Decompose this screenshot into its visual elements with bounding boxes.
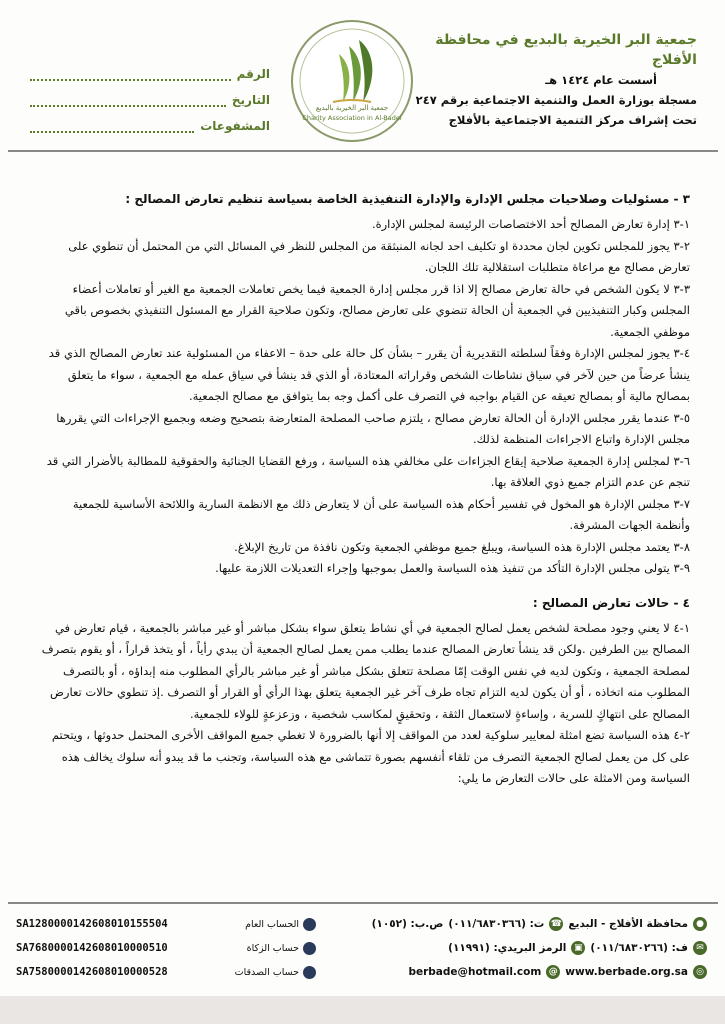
account-row — [16, 936, 316, 960]
contact-row-fax — [347, 936, 707, 960]
logo-arabic-text: جمعية البر الخيرية بالبديع — [315, 104, 389, 112]
section-3-item: ٨-٣ يعتمد مجلس الإدارة هذه السياسة، ويبلغ جميع موظفي الجمعية وتكون نافذة من تاريخ الإبلاغ. — [234, 539, 690, 554]
account-iban: SA7680000142608010000510 — [16, 942, 168, 954]
founded-text: أسست عام ١٤٢٤ هـ — [545, 73, 657, 87]
document-body — [40, 188, 690, 790]
reference-fields — [30, 55, 270, 133]
account-label-wrap — [247, 942, 316, 955]
phone-text: ت: (٠١١/٦٨٣٠٣٦٦) — [448, 918, 545, 930]
email-link[interactable]: berbade@hotmail.com — [408, 966, 542, 978]
account-label: حساب الزكاة — [246, 942, 299, 954]
section-4-item: ١-٤ لا يعني وجود مصلحة لشخص يعمل لصالح الجمعية في أي نشاط يتعلق سواء بشكل مباشر أو غير مباشر بالجمعية ، قيام تعارض في المصالح بين الطرفين .ولكن قد ينشأ تعارض المصالح عندما يطلب ممن يعمل لصالح الجمعية أن يبدي رأياً ، أو يتخذ قراراً ، أو يقوم بتصرف لمصلحة الجمعية ، وتكون لديه في نفس الوقت إمّا مصلحة تتعلق بشكل مباشر أو غير مباشر بالرأي المطلوب منه إبداؤه ، أو بالتصرف المطلوب منه اتخاذه ، أو أن يكون لديه التزام تجاه طرف آخر غير الجمعية يتعلق بهذا الرأي أو القرار أو التصرف .إذ تنطوي حالات تعارض المصالح على انتهاكٍ للسرية ، وإساءةٍ لاستعمال الثقة ، وتحقيقٍ لمكاسب شخصية ، وزعزعةٍ للولاء للجمعية. — [41, 620, 690, 721]
bank-icon — [303, 918, 316, 931]
account-row — [16, 912, 316, 936]
account-label-wrap — [235, 966, 316, 979]
section-3-item: ٩-٣ يتولى مجلس الإدارة التأكد من تنفيذ هذه السياسة والعمل بموجبها وإجراء التعديلات اللازمة عليها. — [215, 561, 690, 575]
bank-accounts — [16, 912, 316, 984]
org-logo — [291, 20, 413, 142]
ref-label: الرقم — [236, 67, 270, 81]
section-3-item: ٣-٣ لا يكون الشخص في حالة تعارض مصالح إلا اذا قرر مجلس إدارة الجمعية فيما يخص تعاملات الجمعية مع الغير أو تعاملات أعضاء المجلس وكبار التنفيذيين في الجمعية أن الحالة تنضوي على تعارض مصالح، وتكون صلاحية القرار مع المسئول التنفيذي بخصوص باقي موظفي الجمعية. — [64, 281, 690, 339]
pobox-text: ص.ب: (١٠٥٢) — [371, 918, 444, 930]
scan-bottom-margin — [0, 996, 725, 1024]
address-text: محافظة الأفلاج - البديع — [568, 918, 688, 930]
ref-dotted-line — [30, 69, 231, 81]
org-name: جمعية البر الخيرية بالبديع في محافظة الأفلاج — [435, 32, 697, 68]
attachments-label: المشفوعات — [200, 119, 270, 133]
fax-icon: ✉ — [693, 941, 707, 955]
account-row — [16, 960, 316, 984]
postal-text: الرمز البريدي: (١١٩٩١) — [448, 942, 567, 954]
account-label: الحساب العام — [245, 918, 299, 930]
section-3-item: ٦-٣ لمجلس إدارة الجمعية صلاحية إيقاع الجزاءات على مخالفي هذه السياسة ، ورفع القضايا الجنائية والحقوقية للمطالبة بالأضرار التي قد تنجم عن عدم التزام جميع ذوي العلاقة بها. — [46, 453, 690, 489]
account-label-wrap — [245, 918, 316, 931]
header-divider — [8, 150, 718, 152]
contact-info — [347, 912, 707, 984]
section-3-item: ٧-٣ مجلس الإدارة هو المخول في تفسير أحكام هذه السياسة على أن لا يتعارض ذلك مع الانظمة السارية واللائحة الأساسية للجمعية وأنظمة الجهات المشرفة. — [72, 496, 690, 532]
section-3-title: ٣ - مسئوليات وصلاحيات مجلس الإدارة والإدارة التنفيذية الخاصة بسياسة تنظيم تعارض المصالح : — [125, 192, 690, 206]
fax-text: ف: (٠١١/٦٨٣٠٢٦٦) — [590, 942, 688, 954]
account-label: حساب الصدقات — [234, 966, 299, 978]
ref-field — [30, 55, 270, 81]
bank-icon — [303, 942, 316, 955]
date-dotted-line — [30, 95, 226, 107]
supervision-text: تحت إشراف مركز التنمية الاجتماعية بالأفلاج — [448, 113, 697, 127]
account-iban: SA1280000142608010155504 — [16, 918, 168, 930]
account-iban: SA7580000142608010000528 — [16, 966, 168, 978]
attachments-dotted-line — [30, 121, 194, 133]
section-4-title: ٤ - حالات تعارض المصالح : — [532, 595, 690, 610]
leaf-emblem-icon — [293, 22, 411, 140]
location-icon: ● — [693, 917, 707, 931]
contact-row-address — [347, 912, 707, 936]
logo-english-text: Charity Association in Al-Badei — [302, 114, 402, 122]
contact-row-web — [347, 960, 707, 984]
phone-icon: ☎ — [550, 919, 562, 929]
bank-icon — [303, 966, 316, 979]
date-field — [30, 81, 270, 107]
section-3-item: ٥-٣ عندما يقرر مجلس الإدارة أن الحالة تعارض مصالح ، يلتزم صاحب المصلحة المتعارضة بتصحيح وضعه وبجميع الإجراءات التي يقررها مجلس الإدارة واتباع الاجراءات المنظمة لذلك. — [56, 410, 690, 446]
org-info — [397, 30, 697, 130]
email-icon: @ — [546, 965, 560, 979]
attachments-field — [30, 107, 270, 133]
website-link[interactable]: www.berbade.org.sa — [565, 966, 688, 978]
registration-text: مسجلة بوزارة العمل والتنمية الاجتماعية برقم ٢٤٧ — [415, 93, 697, 107]
section-3-item: ٢-٣ يجوز للمجلس تكوين لجان محددة او تكليف احد لجانه المنبثقة من المجلس للنظر في المسائل التي من المحتمل أن تنطوي على تعارض مصالح مع مراعاة متطلبات استقلالية تلك اللجان. — [68, 238, 690, 274]
letterhead-header — [0, 0, 725, 165]
globe-icon: ◎ — [693, 965, 707, 979]
section-3-item: ١-٣ إدارة تعارض المصالح أحد الاختصاصات الرئيسة لمجلس الإدارة. — [371, 217, 690, 231]
postal-icon: ▣ — [571, 941, 585, 955]
section-3-item: ٤-٣ يجوز لمجلس الإدارة وفقاً لسلطته التقديرية أن يقرر – بشأن كل حالة على حدة – الاعفاء من المسئولية عند تعارض المصالح الذي قد ينشأ عرضاً من حين لآخر في سياق نشاطات الشخص وقراراته المعتادة، أو الذي قد ينشأ في سياق عمله مع الجمعية ، سواء ما يتعلق بمصالح مالية أو بمصالح تعيقه عن القيام بواجبه في التصرف على أكمل وجه بما يتوافق مع مصالح الجمعية. — [48, 346, 690, 403]
date-label: التاريخ — [231, 93, 270, 107]
section-4-item: ٢-٤ هذه السياسة تضع امثلة لمعايير سلوكية لعدد من المواقف إلا أنها بالضرورة لا تغطي جميع المواقف الأخرى المحتمل حدوثها ، ويتحتم على كل من يعمل لصالح الجمعية التصرف من تلقاء أنفسهم بصورة تتماشى مع هذه السياسة، وتجنب ما قد يبدو أنه سلوك يخالف هذه السياسة ومن الامثلة على حالات التعارض ما يلي: — [51, 728, 690, 785]
